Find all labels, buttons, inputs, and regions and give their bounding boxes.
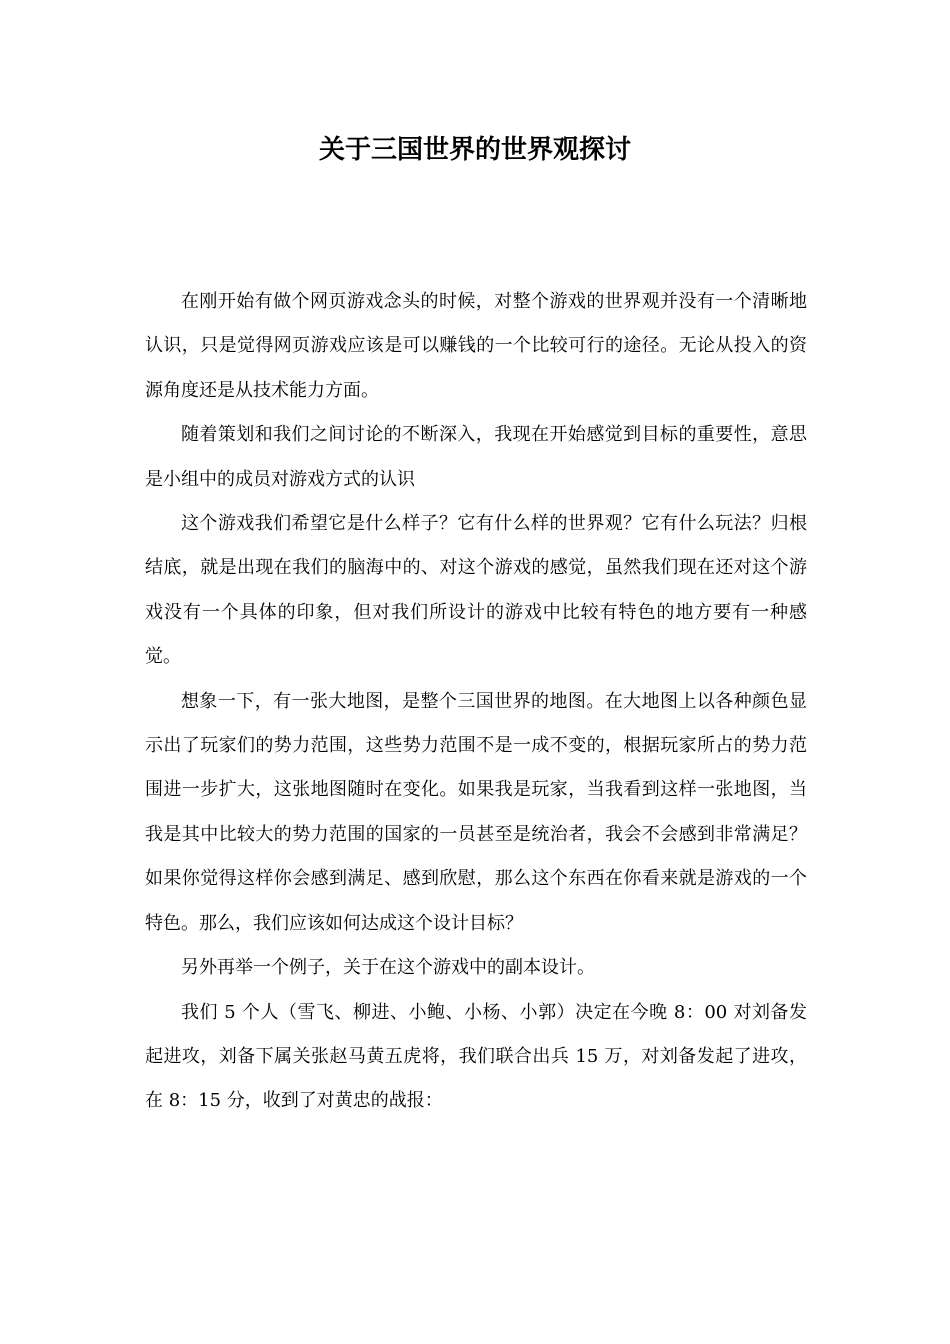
paragraph: 我们 5 个人（雪飞、柳进、小鲍、小杨、小郭）决定在今晚 8：00 对刘备发起进攻，刘备下属关张赵马黄五虎将，我们联合出兵 15 万，对刘备发起了进攻，在 8：15 分，收到了对黄忠的战报： [145, 1001, 807, 1112]
document-body [145, 280, 807, 1124]
paragraph: 想象一下，有一张大地图，是整个三国世界的地图。在大地图上以各种颜色显示出了玩家们的势力范围，这些势力范围不是一成不变的，根据玩家所占的势力范围进一步扩大，这张地图随时在变化。如果我是玩家，当我看到这样一张地图，当我是其中比较大的势力范围的国家的一员甚至是统治者，我会不会感到非常满足？如果你觉得这样你会感到满足、感到欣慰，那么这个东西在你看来就是游戏的一个特色。那么，我们应该如何达成这个设计目标？ [145, 690, 807, 934]
paragraph: 另外再举一个例子，关于在这个游戏中的副本设计。 [181, 957, 595, 979]
paragraph: 随着策划和我们之间讨论的不断深入，我现在开始感觉到目标的重要性，意思是小组中的成员对游戏方式的认识 [145, 424, 807, 490]
paragraph: 在刚开始有做个网页游戏念头的时候，对整个游戏的世界观并没有一个清晰地认识，只是觉得网页游戏应该是可以赚钱的一个比较可行的途径。无论从投入的资源角度还是从技术能力方面。 [145, 291, 807, 401]
paragraph: 这个游戏我们希望它是什么样子？它有什么样的世界观？它有什么玩法？归根结底，就是出现在我们的脑海中的、对这个游戏的感觉，虽然我们现在还对这个游戏没有一个具体的印象，但对我们所设计的游戏中比较有特色的地方要有一种感觉。 [145, 513, 807, 668]
document-title: 关于三国世界的世界观探讨 [318, 135, 631, 165]
